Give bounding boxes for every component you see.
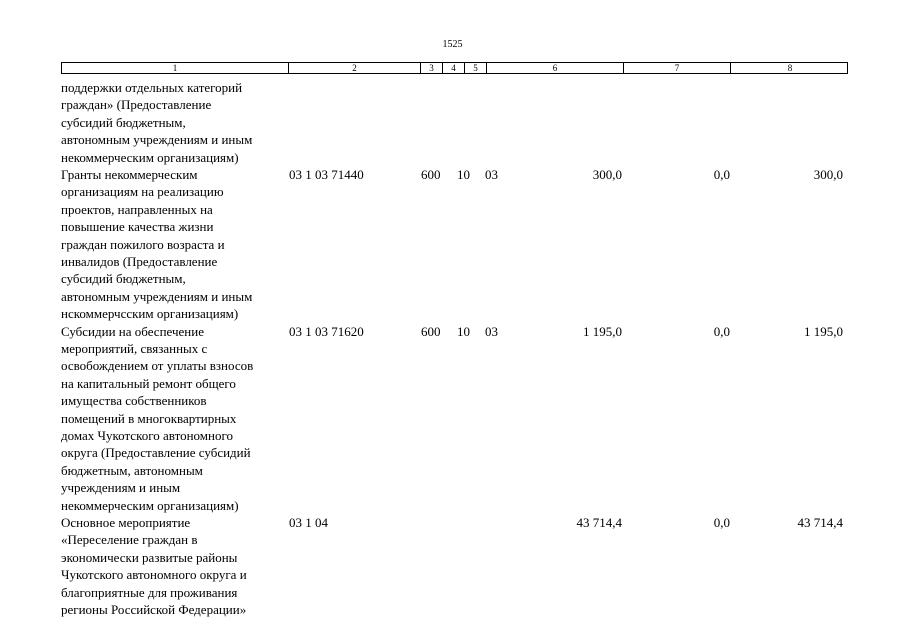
row-description-line: мероприятий, связанных с: [61, 341, 208, 356]
row-description-line: Субсидии на обеспечение: [61, 323, 204, 339]
row-cell-c6: 300,0: [592, 167, 622, 182]
header-col-1: 1: [172, 63, 178, 73]
table-header: [61, 62, 848, 74]
continuation-text-line: поддержки отдельных категорий: [61, 80, 243, 95]
row-description-line: автономным учреждениям и иным: [61, 288, 253, 304]
header-col-2: 2: [288, 63, 420, 73]
row-code: 03 1 03 71440: [289, 167, 364, 182]
row-description-line: учреждениям и иным: [61, 480, 181, 496]
row-cell-c8: 43 714,4: [797, 515, 843, 530]
row-cell-c3: 600: [421, 167, 441, 182]
row-code: 03 1 04: [289, 515, 328, 530]
row-description-line: повышение качества жизни: [61, 219, 214, 235]
header-col-6: 6: [486, 63, 623, 73]
header-col-8: 8: [730, 63, 849, 73]
row-cell-c7: 0,0: [713, 167, 730, 182]
header-col-7: 7: [623, 63, 730, 73]
row-description-line: некоммерческим организациям): [61, 497, 239, 513]
row-description-line: на капитальный ремонт общего: [61, 375, 236, 391]
row-cell-c8: 300,0: [813, 167, 843, 182]
row-description-line: Гранты некоммерческим: [61, 167, 198, 182]
continuation-text-line: некоммерческим организациям): [61, 149, 239, 165]
row-description-line: Чукотского автономного округа и: [61, 567, 247, 583]
row-description-line: проектов, направленных на: [61, 201, 213, 217]
row-code: 03 1 03 71620: [289, 323, 364, 339]
row-description-line: регионы Российской Федерации»: [61, 602, 247, 617]
row-description-line: Основное мероприятие: [61, 515, 191, 530]
row-cell-c4: 10: [457, 323, 470, 339]
row-description-line: бюджетным, автономным: [61, 462, 203, 478]
header-col-3: 3: [420, 63, 442, 73]
row-cell-c6: 1 195,0: [583, 323, 622, 339]
row-cell-c7: 0,0: [713, 323, 730, 339]
page-number: 1525: [442, 39, 463, 50]
row-description-line: граждан пожилого возраста и: [61, 236, 225, 252]
row-cell-c3: 600: [421, 323, 441, 339]
row-cell-c7: 0,0: [713, 515, 730, 530]
continuation-text-line: автономным учреждениям и иным: [61, 132, 253, 148]
row-description-line: освобождением от уплаты взносов: [61, 358, 254, 374]
continuation-text-line: субсидий бюджетным,: [61, 114, 186, 130]
row-description-line: «Переселение граждан в: [61, 532, 198, 548]
row-description-line: имущества собственников: [61, 393, 207, 409]
row-description-line: помещений в многоквартирных: [61, 410, 237, 426]
header-col-4: 4: [442, 63, 464, 73]
continuation-text-line: граждан» (Предоставление: [61, 97, 212, 113]
header-col-5: 5: [464, 63, 486, 73]
row-cell-c8: 1 195,0: [804, 323, 843, 339]
row-description-line: экономически развитые районы: [61, 549, 238, 565]
row-cell-c5: 03: [485, 323, 498, 339]
row-description-line: округа (Предоставление субсидий: [61, 445, 251, 461]
row-description-line: инвалидов (Предоставление: [61, 254, 218, 269]
row-description-line: благоприятные для проживания: [61, 584, 238, 600]
row-cell-c6: 43 714,4: [576, 515, 622, 530]
row-description-line: организациям на реализацию: [61, 184, 224, 200]
row-description-line: нскоммерчсским организациям): [61, 306, 239, 322]
row-cell-c5: 03: [485, 167, 498, 182]
row-description-line: домах Чукотского автономного: [61, 428, 233, 443]
row-cell-c4: 10: [457, 167, 470, 182]
row-description-line: субсидий бюджетным,: [61, 271, 186, 287]
